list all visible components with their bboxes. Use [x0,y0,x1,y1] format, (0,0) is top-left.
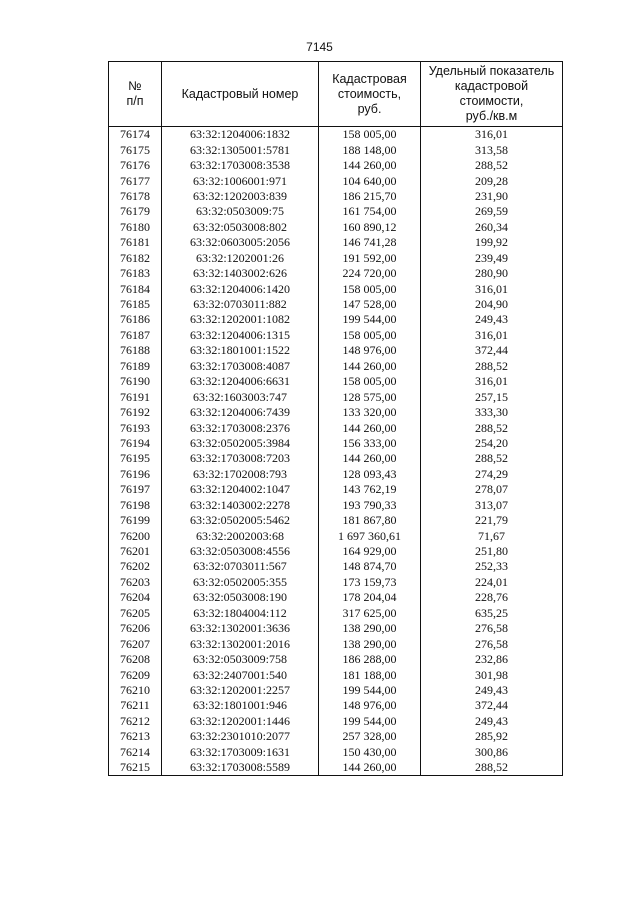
cell-num: 76176 [109,158,162,173]
cell-num: 76184 [109,281,162,296]
cell-cadastral-number: 63:32:1703009:1631 [162,745,319,760]
table-row [109,714,563,729]
cell-specific-index: 285,92 [421,729,563,744]
cell-cadastral-number: 63:32:1703008:3538 [162,158,319,173]
table-row [109,158,563,173]
table-row [109,636,563,651]
cell-num: 76187 [109,328,162,343]
cell-cadastral-value: 178 204,04 [319,590,421,605]
cell-cadastral-number: 63:32:0503008:4556 [162,544,319,559]
table-row [109,528,563,543]
table-row [109,683,563,698]
header-specific-index [421,62,563,127]
cell-num: 76199 [109,513,162,528]
cell-cadastral-value: 199 544,00 [319,312,421,327]
cell-cadastral-value: 128 575,00 [319,389,421,404]
cell-cadastral-number: 63:32:1202001:26 [162,251,319,266]
cell-cadastral-value: 164 929,00 [319,544,421,559]
cell-cadastral-value: 158 005,00 [319,374,421,389]
cell-cadastral-value: 138 290,00 [319,621,421,636]
cell-num: 76191 [109,389,162,404]
cell-cadastral-value: 317 625,00 [319,606,421,621]
cell-specific-index: 313,07 [421,498,563,513]
cell-cadastral-number: 63:32:1204006:1832 [162,127,319,143]
cell-num: 76203 [109,575,162,590]
cell-cadastral-value: 150 430,00 [319,745,421,760]
cell-num: 76215 [109,760,162,776]
cell-specific-index: 278,07 [421,482,563,497]
table-row [109,220,563,235]
cell-specific-index: 288,52 [421,760,563,776]
table-row [109,312,563,327]
table-row [109,698,563,713]
cell-specific-index: 635,25 [421,606,563,621]
cell-specific-index: 260,34 [421,220,563,235]
cell-num: 76185 [109,297,162,312]
header-num [109,62,162,127]
cell-specific-index: 257,15 [421,389,563,404]
cell-num: 76175 [109,142,162,157]
cell-cadastral-number: 63:32:1202003:839 [162,189,319,204]
cell-cadastral-number: 63:32:0502005:355 [162,575,319,590]
cell-specific-index: 228,76 [421,590,563,605]
cell-specific-index: 254,20 [421,436,563,451]
cell-num: 76181 [109,235,162,250]
cell-specific-index: 249,43 [421,714,563,729]
cell-cadastral-number: 63:32:0503009:758 [162,652,319,667]
header-cadastral-value [319,62,421,127]
table-row [109,760,563,776]
table-row [109,667,563,682]
cell-cadastral-value: 224 720,00 [319,266,421,281]
cell-cadastral-value: 193 790,33 [319,498,421,513]
header-row [109,62,563,127]
cell-cadastral-value: 133 320,00 [319,405,421,420]
table-row [109,652,563,667]
table-row [109,436,563,451]
table-row [109,142,563,157]
cell-cadastral-value: 199 544,00 [319,714,421,729]
cell-num: 76210 [109,683,162,698]
cell-specific-index: 300,86 [421,745,563,760]
cell-cadastral-number: 63:32:1202001:2257 [162,683,319,698]
cell-num: 76202 [109,559,162,574]
cell-cadastral-number: 63:32:1302001:3636 [162,621,319,636]
table-row [109,467,563,482]
cell-num: 76212 [109,714,162,729]
cell-specific-index: 71,67 [421,528,563,543]
cell-cadastral-number: 63:32:1801001:1522 [162,343,319,358]
cell-cadastral-number: 63:32:1302001:2016 [162,636,319,651]
table-row [109,359,563,374]
cell-specific-index: 232,86 [421,652,563,667]
cell-cadastral-number: 63:32:1403002:626 [162,266,319,281]
cell-cadastral-number: 63:32:1702008:793 [162,467,319,482]
header-cadastral-value-line: стоимость, [337,86,402,101]
cell-specific-index: 301,98 [421,667,563,682]
table-row [109,328,563,343]
cell-specific-index: 209,28 [421,173,563,188]
table-header [109,62,563,127]
cell-num: 76211 [109,698,162,713]
cell-specific-index: 276,58 [421,636,563,651]
table-row [109,235,563,250]
cell-cadastral-number: 63:32:0703011:882 [162,297,319,312]
header-cadastral-value-line: Кадастровая [332,71,407,86]
table-row [109,204,563,219]
table-row [109,606,563,621]
cell-cadastral-number: 63:32:0703011:567 [162,559,319,574]
cell-specific-index: 249,43 [421,683,563,698]
cell-specific-index: 288,52 [421,158,563,173]
cell-cadastral-number: 63:32:1204006:7439 [162,405,319,420]
table-row [109,498,563,513]
table-row [109,729,563,744]
header-specific-index-line: кадастровой [454,79,529,93]
cell-cadastral-value: 144 260,00 [319,451,421,466]
cell-cadastral-value: 257 328,00 [319,729,421,744]
cell-cadastral-number: 63:32:2002003:68 [162,528,319,543]
cell-cadastral-value: 156 333,00 [319,436,421,451]
header-cadastral-value-line: руб. [357,101,382,116]
cell-num: 76213 [109,729,162,744]
cell-cadastral-number: 63:32:1006001:971 [162,173,319,188]
cell-cadastral-value: 188 148,00 [319,142,421,157]
cell-num: 76214 [109,745,162,760]
header-specific-index-line: руб./кв.м [465,109,518,123]
cadastral-table [108,61,563,776]
cell-cadastral-value: 144 260,00 [319,359,421,374]
cell-cadastral-value: 186 215,70 [319,189,421,204]
cell-specific-index: 274,29 [421,467,563,482]
table-row [109,559,563,574]
table-body [109,127,563,776]
cell-cadastral-value: 199 544,00 [319,683,421,698]
table-row [109,189,563,204]
cell-cadastral-value: 158 005,00 [319,127,421,143]
cell-cadastral-number: 63:32:1801001:946 [162,698,319,713]
cell-num: 76177 [109,173,162,188]
page-number: 7145 [306,40,333,54]
cell-cadastral-number: 63:32:1703008:5589 [162,760,319,776]
header-cadastral-number-line: Кадастровый номер [181,86,299,101]
cell-cadastral-number: 63:32:2301010:2077 [162,729,319,744]
cell-num: 76182 [109,251,162,266]
cell-num: 76188 [109,343,162,358]
cell-specific-index: 288,52 [421,451,563,466]
cell-cadastral-number: 63:32:1703008:7203 [162,451,319,466]
cell-num: 76207 [109,636,162,651]
header-specific-index-line: Удельный показатель [428,64,555,78]
cell-cadastral-number: 63:32:1804004:112 [162,606,319,621]
cell-cadastral-value: 148 976,00 [319,698,421,713]
cell-cadastral-value: 1 697 360,61 [319,528,421,543]
cell-num: 76174 [109,127,162,143]
cell-cadastral-value: 143 762,19 [319,482,421,497]
cell-cadastral-value: 161 754,00 [319,204,421,219]
cell-cadastral-number: 63:32:1204006:1420 [162,281,319,296]
cell-num: 76193 [109,420,162,435]
cell-specific-index: 251,80 [421,544,563,559]
cell-num: 76194 [109,436,162,451]
cell-specific-index: 204,90 [421,297,563,312]
cell-num: 76190 [109,374,162,389]
cell-specific-index: 276,58 [421,621,563,636]
table-row [109,420,563,435]
table-row [109,389,563,404]
table-row [109,451,563,466]
cell-cadastral-value: 186 288,00 [319,652,421,667]
table-row [109,513,563,528]
cell-cadastral-number: 63:32:1204002:1047 [162,482,319,497]
cell-specific-index: 231,90 [421,189,563,204]
table-row [109,745,563,760]
table-row [109,621,563,636]
cell-cadastral-value: 160 890,12 [319,220,421,235]
cell-cadastral-value: 128 093,43 [319,467,421,482]
table-row [109,173,563,188]
cell-cadastral-value: 144 260,00 [319,420,421,435]
table-row [109,266,563,281]
table-row [109,405,563,420]
cell-num: 76205 [109,606,162,621]
cell-cadastral-number: 63:32:0503008:802 [162,220,319,235]
cell-specific-index: 372,44 [421,698,563,713]
cell-cadastral-number: 63:32:1202001:1446 [162,714,319,729]
cell-cadastral-value: 181 188,00 [319,667,421,682]
table-row [109,590,563,605]
table-row [109,297,563,312]
cell-num: 76178 [109,189,162,204]
table-row [109,251,563,266]
header-num-line: № [128,79,142,93]
cell-cadastral-value: 148 874,70 [319,559,421,574]
cell-num: 76179 [109,204,162,219]
cell-cadastral-number: 63:32:1403002:2278 [162,498,319,513]
cell-specific-index: 316,01 [421,374,563,389]
cell-cadastral-value: 181 867,80 [319,513,421,528]
cell-specific-index: 316,01 [421,281,563,296]
cell-cadastral-value: 191 592,00 [319,251,421,266]
header-cadastral-number [162,62,319,127]
cell-specific-index: 224,01 [421,575,563,590]
cell-num: 76206 [109,621,162,636]
cell-cadastral-value: 144 260,00 [319,158,421,173]
cell-num: 76198 [109,498,162,513]
cell-num: 76183 [109,266,162,281]
cell-specific-index: 288,52 [421,420,563,435]
cell-cadastral-value: 146 741,28 [319,235,421,250]
table-row [109,127,563,143]
cell-num: 76186 [109,312,162,327]
cell-specific-index: 249,43 [421,312,563,327]
table-row [109,482,563,497]
cell-specific-index: 333,30 [421,405,563,420]
cell-num: 76180 [109,220,162,235]
cell-cadastral-value: 147 528,00 [319,297,421,312]
cell-num: 76195 [109,451,162,466]
cell-num: 76197 [109,482,162,497]
table-row [109,544,563,559]
cell-cadastral-number: 63:32:0502005:3984 [162,436,319,451]
cell-specific-index: 372,44 [421,343,563,358]
cell-cadastral-value: 104 640,00 [319,173,421,188]
cell-cadastral-number: 63:32:0503008:190 [162,590,319,605]
cell-cadastral-number: 63:32:1603003:747 [162,389,319,404]
cell-num: 76189 [109,359,162,374]
table-row [109,281,563,296]
cell-num: 76209 [109,667,162,682]
cell-cadastral-number: 63:32:1204006:1315 [162,328,319,343]
cell-num: 76204 [109,590,162,605]
cell-cadastral-number: 63:32:1204006:6631 [162,374,319,389]
header-num-line: п/п [126,94,144,108]
cell-cadastral-value: 158 005,00 [319,281,421,296]
cell-cadastral-number: 63:32:0502005:5462 [162,513,319,528]
cell-specific-index: 199,92 [421,235,563,250]
cell-specific-index: 316,01 [421,127,563,143]
cell-specific-index: 221,79 [421,513,563,528]
table-row [109,575,563,590]
table-row [109,343,563,358]
cell-cadastral-number: 63:32:1703008:2376 [162,420,319,435]
cell-num: 76208 [109,652,162,667]
cell-specific-index: 288,52 [421,359,563,374]
cell-num: 76200 [109,528,162,543]
cell-cadastral-number: 63:32:0603005:2056 [162,235,319,250]
cell-num: 76196 [109,467,162,482]
cell-cadastral-value: 144 260,00 [319,760,421,776]
cell-specific-index: 280,90 [421,266,563,281]
cell-specific-index: 239,49 [421,251,563,266]
cell-cadastral-value: 158 005,00 [319,328,421,343]
cell-cadastral-number: 63:32:1202001:1082 [162,312,319,327]
cell-num: 76192 [109,405,162,420]
cell-cadastral-number: 63:32:1305001:5781 [162,142,319,157]
cell-num: 76201 [109,544,162,559]
cell-cadastral-number: 63:32:0503009:75 [162,204,319,219]
cell-specific-index: 316,01 [421,328,563,343]
header-specific-index-line: стоимости, [459,94,524,108]
cell-cadastral-value: 148 976,00 [319,343,421,358]
cell-specific-index: 269,59 [421,204,563,219]
cell-specific-index: 313,58 [421,142,563,157]
table-row [109,374,563,389]
cell-cadastral-number: 63:32:1703008:4087 [162,359,319,374]
cell-cadastral-value: 173 159,73 [319,575,421,590]
cell-specific-index: 252,33 [421,559,563,574]
cell-cadastral-value: 138 290,00 [319,636,421,651]
cell-cadastral-number: 63:32:2407001:540 [162,667,319,682]
